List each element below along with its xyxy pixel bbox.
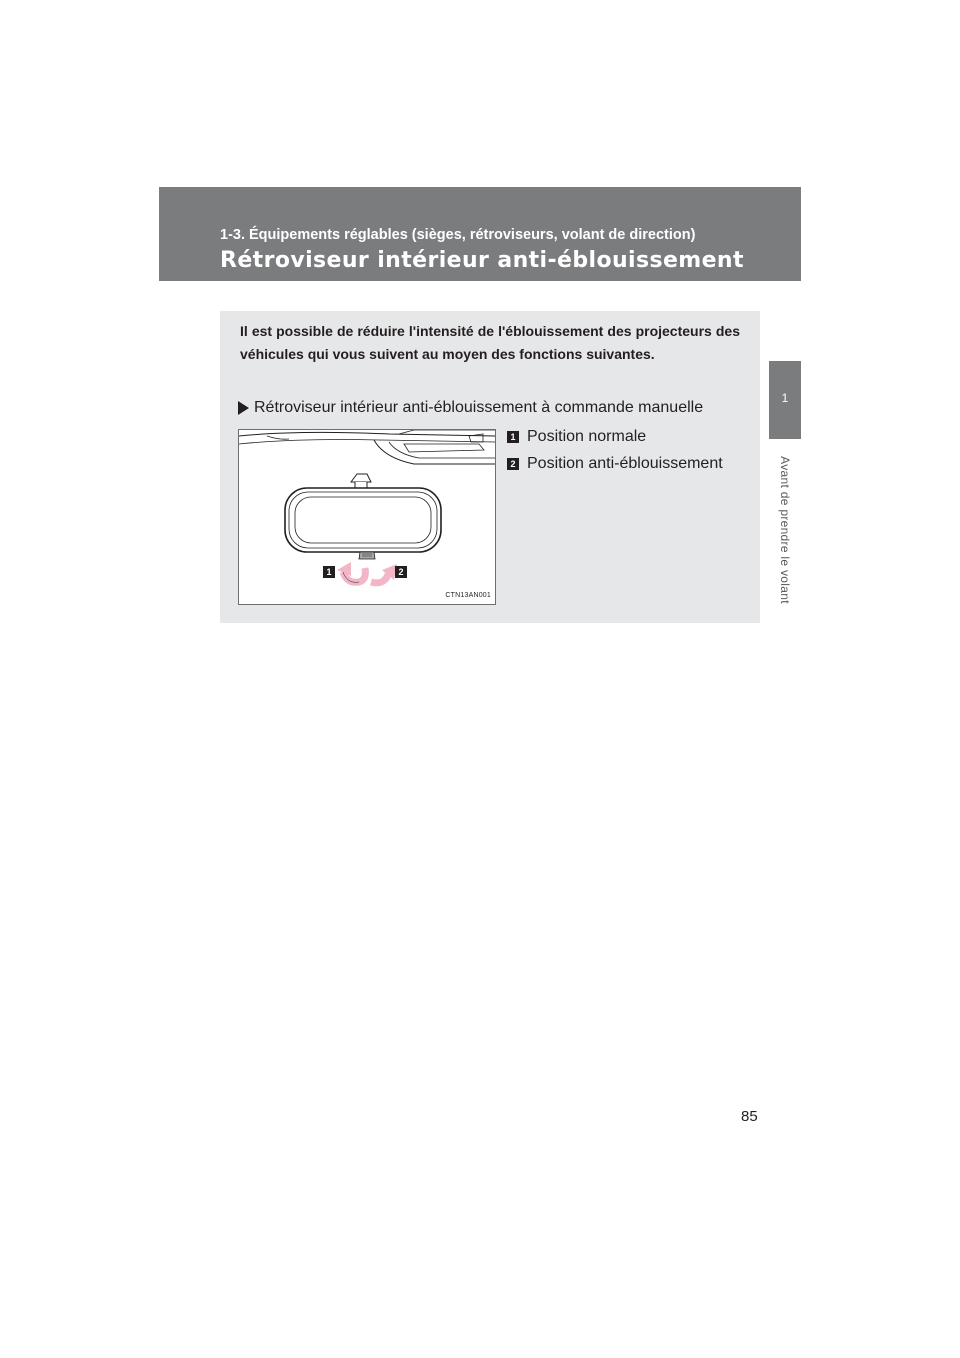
legend-label-normal: Position normale	[527, 428, 647, 445]
content-box	[220, 311, 760, 623]
legend-item-antiglare	[507, 455, 723, 473]
page-title: Rétroviseur intérieur anti-éblouissement	[220, 248, 744, 273]
section-label: 1-3. Équipements réglables (sièges, rétroviseurs, volant de direction)	[220, 227, 696, 243]
legend-badge-2: 2	[507, 458, 519, 470]
arrow-bullet-icon	[238, 401, 249, 415]
chapter-tab	[769, 361, 801, 439]
figure-code: CTN13AN001	[445, 592, 491, 599]
legend-label-antiglare: Position anti-éblouissement	[527, 455, 723, 472]
intro-paragraph: Il est possible de réduire l'intensité de l'éblouissement des projecteurs des véhicules qui vous suivent au moyen des fonctions suivantes.	[240, 323, 740, 362]
page-number: 85	[741, 1108, 758, 1125]
bullet-item	[238, 399, 703, 417]
figure-badge-2: 2	[395, 566, 407, 578]
bullet-label: Rétroviseur intérieur anti-éblouissement à commande manuelle	[254, 399, 704, 416]
chapter-number: 1	[781, 391, 789, 405]
chapter-title-vertical: Avant de prendre le volant	[778, 456, 792, 604]
rearview-mirror-drawing	[239, 430, 495, 604]
legend-badge-1: 1	[507, 431, 519, 443]
figure-badge-1: 1	[323, 566, 335, 578]
legend-item-normal	[507, 428, 646, 446]
mirror-illustration	[238, 429, 496, 605]
